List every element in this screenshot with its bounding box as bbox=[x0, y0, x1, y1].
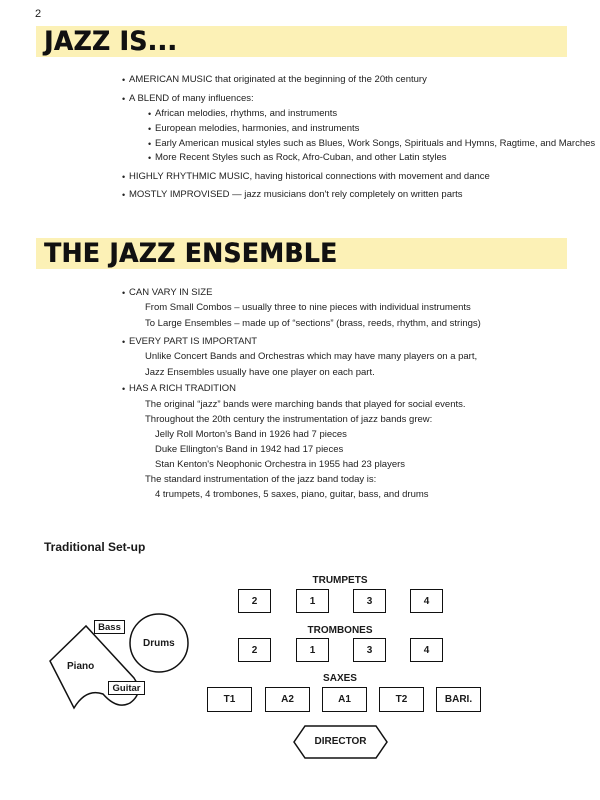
list-item: • HIGHLY RHYTHMIC MUSIC, having historical connections with movement and dance bbox=[129, 171, 490, 183]
trombone-seat: 4 bbox=[410, 638, 443, 662]
list-item: • EVERY PART IS IMPORTANT bbox=[129, 336, 257, 348]
sax-seat: BARI. bbox=[436, 687, 481, 712]
list-item: Jazz Ensembles usually have one player on each part. bbox=[145, 367, 375, 378]
list-item: The standard instrumentation of the jazz band today is: bbox=[145, 474, 377, 485]
list-item: Duke Ellington's Band in 1942 had 17 pieces bbox=[155, 444, 344, 455]
list-item: • A BLEND of many influences: bbox=[129, 93, 254, 105]
trombone-seat: 1 bbox=[296, 638, 329, 662]
list-item: • CAN VARY IN SIZE bbox=[129, 287, 212, 299]
sax-seat: T1 bbox=[207, 687, 252, 712]
setup-title: Traditional Set-up bbox=[44, 540, 146, 554]
saxes-label: SAXES bbox=[323, 673, 357, 684]
trombones-label: TROMBONES bbox=[307, 625, 373, 636]
list-item: From Small Combos – usually three to nine pieces with individual instruments bbox=[145, 302, 471, 313]
page-number: 2 bbox=[35, 8, 42, 20]
trumpet-seat: 2 bbox=[238, 589, 271, 613]
guitar-box: Guitar bbox=[108, 681, 145, 695]
trumpet-seat: 3 bbox=[353, 589, 386, 613]
sax-seat: A2 bbox=[265, 687, 310, 712]
trombone-seat: 2 bbox=[238, 638, 271, 662]
piano-label: Piano bbox=[67, 661, 95, 672]
section-title-jazz-is: JAZZ IS... bbox=[44, 26, 178, 57]
list-item: To Large Ensembles – made up of “sections” (brass, reeds, rhythm, and strings) bbox=[145, 318, 481, 329]
list-item: Jelly Roll Morton's Band in 1926 had 7 pieces bbox=[155, 429, 347, 440]
section-title-jazz-ensemble: THE JAZZ ENSEMBLE bbox=[44, 238, 338, 269]
sax-seat: T2 bbox=[379, 687, 424, 712]
trumpets-label: TRUMPETS bbox=[312, 575, 368, 586]
list-item: • European melodies, harmonies, and instruments bbox=[155, 123, 359, 135]
list-item: • Early American musical styles such as Blues, Work Songs, Spirituals and Hymns, Ragtime, and Marches bbox=[155, 138, 595, 150]
sax-seat: A1 bbox=[322, 687, 367, 712]
trombone-seat: 3 bbox=[353, 638, 386, 662]
drums-label: Drums bbox=[143, 638, 175, 649]
trumpet-seat: 4 bbox=[410, 589, 443, 613]
list-item: 4 trumpets, 4 trombones, 5 saxes, piano, guitar, bass, and drums bbox=[155, 489, 429, 500]
director-label: DIRECTOR bbox=[314, 736, 367, 747]
list-item: Unlike Concert Bands and Orchestras which may have many players on a part, bbox=[145, 351, 478, 362]
list-item: Throughout the 20th century the instrumentation of jazz bands grew: bbox=[145, 414, 433, 425]
list-item: The original “jazz” bands were marching bands that played for social events. bbox=[145, 399, 466, 410]
list-item: • AMERICAN MUSIC that originated at the beginning of the 20th century bbox=[129, 74, 427, 86]
trumpet-seat: 1 bbox=[296, 589, 329, 613]
list-item: • MOSTLY IMPROVISED — jazz musicians don't rely completely on written parts bbox=[129, 189, 463, 201]
list-item: • More Recent Styles such as Rock, Afro-Cuban, and other Latin styles bbox=[155, 152, 446, 164]
list-item: • African melodies, rhythms, and instruments bbox=[155, 108, 337, 120]
list-item: Stan Kenton's Neophonic Orchestra in 1955 had 23 players bbox=[155, 459, 406, 470]
list-item: • HAS A RICH TRADITION bbox=[129, 383, 236, 395]
bass-box: Bass bbox=[94, 620, 125, 634]
